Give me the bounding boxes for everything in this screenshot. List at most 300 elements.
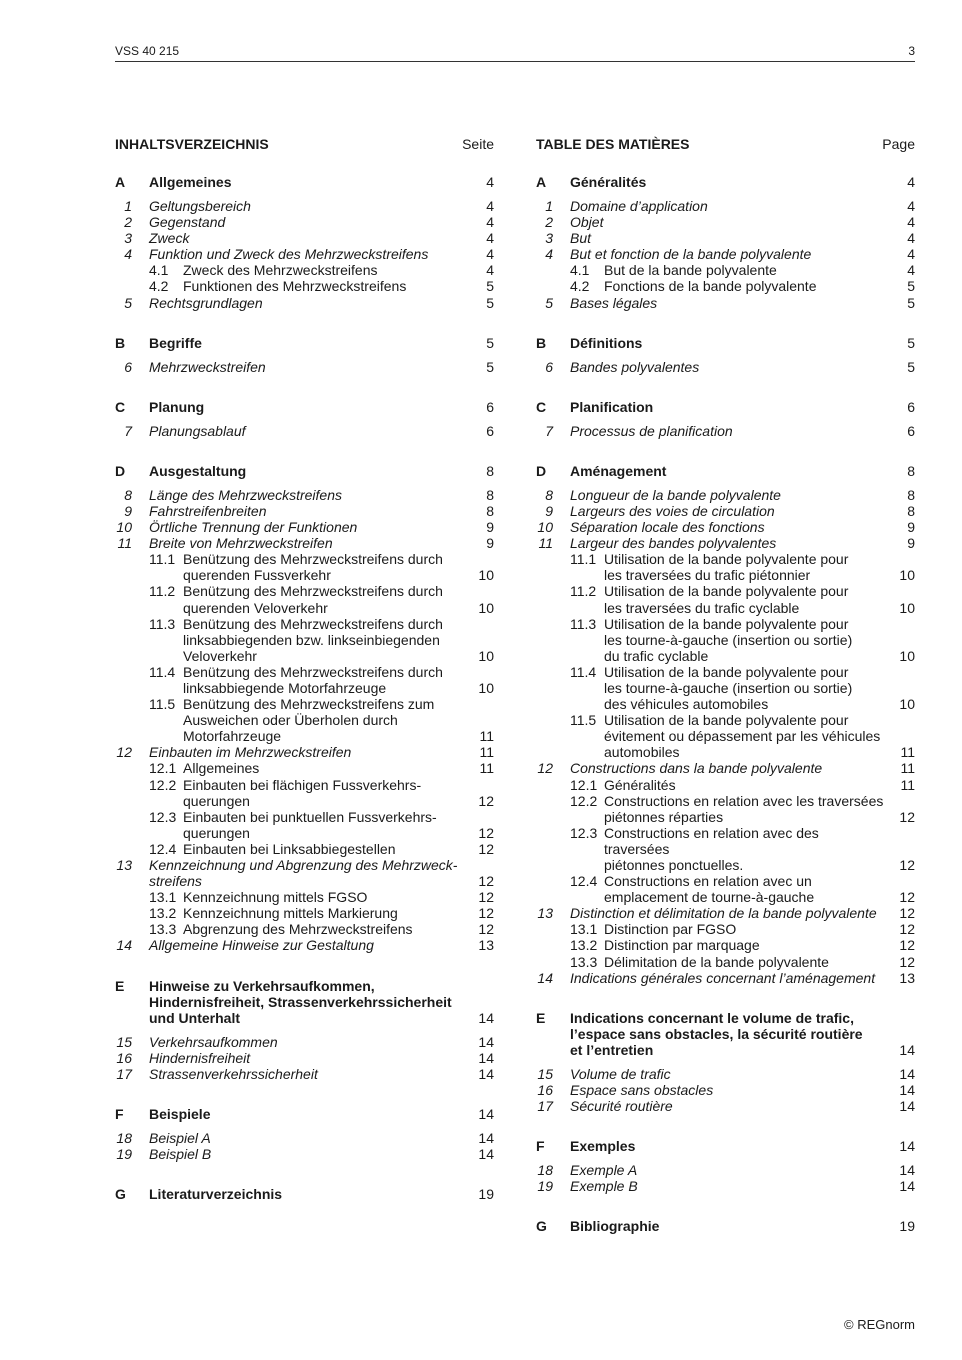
entry-number: 13 (116, 857, 132, 873)
entry-spacer (132, 359, 149, 375)
toc-french-body (536, 174, 915, 1234)
toc-section-a (115, 174, 494, 311)
toc-section-f (536, 1138, 915, 1194)
section-heading (536, 1218, 915, 1234)
entry-page: 5 (907, 358, 915, 375)
toc-section-b (115, 335, 494, 375)
entry-page: 4 (486, 214, 494, 231)
entry-number: 19 (537, 1178, 553, 1195)
entry-page: 14 (478, 1049, 494, 1066)
subentry-title: Einbauten bei punktuellen Fussverkehrs- querungen (183, 808, 437, 841)
toc-subentry (536, 583, 915, 615)
subentry-page: 11 (479, 728, 494, 745)
entry-page: 4 (486, 230, 494, 247)
toc-entry (115, 1066, 494, 1082)
toc-subentry (115, 841, 494, 857)
entry-spacer (553, 1178, 570, 1194)
toc-german-heading (115, 134, 494, 154)
section-title: Beispiele (149, 1105, 211, 1122)
entry-page: 5 (907, 294, 915, 311)
entry-spacer (553, 970, 570, 986)
subentry-page: 12 (899, 937, 915, 954)
section-page: 6 (486, 398, 494, 415)
entry-spacer (132, 519, 149, 535)
toc-entry (536, 1162, 915, 1178)
section-letter: F (536, 1138, 545, 1155)
section-heading (536, 1010, 915, 1058)
entry-spacer (553, 295, 570, 311)
section-heading (115, 174, 494, 190)
entry-title: Rechtsgrundlagen (149, 294, 263, 311)
section-page: 6 (907, 398, 915, 415)
subentry-page: 11 (900, 776, 915, 793)
entry-number: 1 (124, 198, 132, 214)
toc-subentry (115, 616, 494, 664)
toc-section-d (115, 463, 494, 954)
subentry-indent (115, 760, 149, 776)
subentry-page: 5 (486, 278, 494, 295)
toc-entry (536, 487, 915, 503)
subentry-page: 10 (478, 647, 494, 664)
entry-spacer (553, 214, 570, 230)
entry-spacer (553, 1082, 570, 1098)
entry-spacer (553, 519, 570, 535)
subentry-title: Allgemeines (183, 760, 260, 777)
section-title: Généralités (570, 174, 647, 190)
subentry-page: 10 (899, 599, 915, 616)
subentry-title: Benützung des Mehrzweckstreifens durch linksabbiegenden bzw. linkseinbiegenden Veloverkehr (183, 615, 443, 664)
toc-german (115, 134, 494, 1226)
document-id: VSS 40 215 (115, 44, 180, 58)
section-letter: D (536, 462, 547, 479)
toc-entry (536, 423, 915, 439)
subentry-page: 12 (899, 857, 915, 873)
entry-title: Domaine d’application (570, 198, 708, 214)
subentry-indent (536, 937, 570, 953)
entry-number: 5 (545, 294, 553, 311)
entry-page: 14 (478, 1033, 494, 1050)
entry-page: 14 (478, 1145, 494, 1162)
toc-subentry (536, 664, 915, 712)
section-title: Bibliographie (570, 1218, 660, 1235)
entry-number: 11 (117, 535, 132, 552)
entry-page: 4 (486, 246, 494, 263)
subentry-page: 12 (899, 889, 915, 906)
subentry-number: 12.2 (570, 792, 598, 809)
entry-page: 4 (486, 198, 494, 214)
subentry-number: 11.4 (149, 663, 176, 680)
subentry-indent (115, 696, 149, 744)
section-letter: B (115, 334, 126, 351)
section-page: 4 (486, 174, 494, 190)
toc-subentry (115, 809, 494, 841)
toc-entry (536, 519, 915, 535)
entry-title: Örtliche Trennung der Funktionen (149, 519, 358, 536)
entry-page: 4 (907, 246, 915, 263)
entry-title: Bases légales (570, 294, 658, 311)
entry-spacer (132, 1066, 149, 1082)
toc-entry (115, 230, 494, 246)
section-letter: F (115, 1105, 124, 1122)
toc-entry (115, 503, 494, 519)
entry-page: 8 (907, 486, 915, 503)
entry-title: Beispiel B (149, 1145, 212, 1162)
subentry-number: 12.3 (570, 824, 598, 841)
subentry-title: Délimitation de la bande polyvalente (604, 953, 829, 970)
section-heading (115, 399, 494, 415)
entry-page: 14 (478, 1129, 494, 1146)
entry-spacer (553, 487, 570, 503)
toc-section-a (536, 174, 915, 311)
section-letter: C (115, 398, 126, 415)
toc-entry (115, 519, 494, 535)
entry-number: 10 (537, 519, 553, 536)
section-letter: B (536, 334, 547, 351)
section-letter: G (115, 1186, 126, 1203)
entry-title: Sécurité routière (570, 1097, 673, 1114)
entry-spacer (132, 198, 149, 214)
subentry-title: Benützung des Mehrzweckstreifens zum Ausweichen oder Überholen durch Motorfahrzeuge (183, 696, 435, 745)
section-page: 8 (486, 462, 494, 479)
toc-subentry (536, 937, 915, 953)
section-heading (115, 978, 494, 1026)
toc-german-body (115, 174, 494, 1202)
subentry-number: 13.2 (570, 937, 598, 954)
subentry-title: Abgrenzung des Mehrzweckstreifens (183, 921, 413, 938)
section-page: 19 (478, 1186, 494, 1203)
subentry-indent (115, 905, 149, 921)
toc-subentry (536, 551, 915, 583)
subentry-indent (536, 664, 570, 712)
subentry-title: Utilisation de la bande polyvalente pour les traversées du trafic piétonnier (604, 551, 849, 584)
subentry-number: 11.2 (570, 583, 597, 600)
entry-title: Longueur de la bande polyvalente (570, 486, 781, 503)
entry-title: Verkehrsaufkommen (149, 1033, 278, 1050)
section-page: 5 (907, 334, 915, 351)
entry-page: 8 (486, 486, 494, 503)
toc-subentry (115, 760, 494, 776)
entry-title: Largeur des bandes polyvalentes (570, 535, 777, 552)
subentry-indent (115, 921, 149, 937)
entry-title: Séparation locale des fonctions (570, 519, 765, 536)
subentry-page: 11 (900, 744, 915, 761)
subentry-page: 12 (478, 921, 494, 938)
entry-spacer (132, 1130, 149, 1146)
subentry-number: 11.3 (570, 615, 597, 632)
entry-number: 12 (537, 760, 553, 777)
section-heading (536, 335, 915, 351)
entry-title: Exemple A (570, 1162, 638, 1179)
toc-entry (536, 1066, 915, 1082)
subentry-number: 12.1 (570, 776, 598, 793)
entry-page: 11 (900, 760, 915, 777)
entry-spacer (132, 1034, 149, 1050)
entry-title: Distinction et délimitation de la bande polyvalente (570, 905, 877, 922)
subentry-title: But de la bande polyvalente (604, 262, 777, 279)
toc-entry (115, 1130, 494, 1146)
toc-entry (115, 198, 494, 214)
section-letter: A (536, 174, 547, 190)
entry-title: Constructions dans la bande polyvalente (570, 760, 823, 777)
page-number: 3 (908, 44, 915, 58)
entry-number: 4 (545, 246, 553, 263)
subentry-number: 4.1 (570, 262, 590, 279)
subentry-page: 12 (478, 792, 494, 809)
entry-spacer (132, 246, 149, 262)
entry-spacer (132, 1050, 149, 1066)
toc-french-title: TABLE DES MATIÈRES (536, 136, 690, 152)
subentry-page: 12 (899, 808, 915, 825)
section-heading (536, 174, 915, 190)
entry-spacer (553, 535, 570, 551)
toc-section-c (115, 399, 494, 439)
toc-section-d (536, 463, 915, 986)
entry-number: 3 (124, 230, 132, 247)
toc-entry (536, 1082, 915, 1098)
subentry-title: Fonctions de la bande polyvalente (604, 278, 817, 295)
entry-spacer (132, 230, 149, 246)
toc-entry (115, 1050, 494, 1066)
subentry-number: 12.1 (149, 760, 177, 777)
subentry-title: Utilisation de la bande polyvalente pour les traversées du trafic cyclable (604, 583, 849, 616)
section-letter: C (536, 398, 547, 415)
subentry-number: 12.2 (149, 776, 177, 793)
section-title: Exemples (570, 1138, 636, 1155)
entry-page: 6 (907, 422, 915, 439)
entry-number: 15 (116, 1033, 132, 1050)
section-page: 4 (907, 174, 915, 190)
toc-subentry (115, 889, 494, 905)
section-page: 14 (478, 1105, 494, 1122)
entry-title: Processus de planification (570, 422, 733, 439)
subentry-title: Einbauten bei flächigen Fussverkehrs- querungen (183, 776, 422, 809)
toc-subentry (536, 262, 915, 278)
toc-section-g (536, 1218, 915, 1234)
subentry-indent (115, 841, 149, 857)
section-title: Allgemeines (149, 174, 232, 190)
entry-page: 14 (478, 1065, 494, 1082)
entry-page: 9 (486, 535, 494, 552)
toc-entry (536, 760, 915, 776)
entry-number: 2 (545, 214, 553, 231)
toc-subentry (115, 583, 494, 615)
entry-title: Länge des Mehrzweckstreifens (149, 486, 342, 503)
subentry-page: 12 (478, 840, 494, 857)
entry-title: Mehrzweckstreifen (149, 358, 266, 375)
subentry-indent (536, 825, 570, 873)
subentry-number: 13.3 (570, 953, 598, 970)
subentry-page: 4 (486, 262, 494, 279)
section-heading (536, 1138, 915, 1154)
entry-spacer (132, 744, 149, 760)
entry-number: 12 (116, 744, 132, 761)
entry-spacer (132, 295, 149, 311)
entry-page: 8 (486, 502, 494, 519)
entry-title: Bandes polyvalentes (570, 358, 700, 375)
subentry-indent (536, 873, 570, 905)
toc-section-e (536, 1010, 915, 1114)
toc-subentry (536, 921, 915, 937)
entry-number: 9 (124, 502, 132, 519)
subentry-indent (115, 262, 149, 278)
section-page: 5 (486, 334, 494, 351)
toc-section-e (115, 978, 494, 1082)
entry-page: 9 (486, 519, 494, 536)
entry-number: 8 (545, 486, 553, 503)
entry-number: 8 (124, 486, 132, 503)
entry-title: Indications générales concernant l’aménagement (570, 969, 876, 986)
toc-subentry (536, 777, 915, 793)
toc-german-title: INHALTSVERZEICHNIS (115, 136, 269, 152)
entry-title: Zweck (149, 230, 190, 247)
subentry-indent (115, 777, 149, 809)
section-title: Literaturverzeichnis (149, 1186, 283, 1203)
subentry-title: Généralités (604, 776, 676, 793)
toc-entry (536, 905, 915, 921)
subentry-number: 13.1 (570, 921, 598, 938)
entry-number: 4 (124, 246, 132, 263)
entry-spacer (132, 937, 149, 953)
entry-spacer (132, 535, 149, 551)
toc-subentry (115, 696, 494, 744)
subentry-number: 4.1 (149, 262, 169, 279)
section-page: 19 (899, 1218, 915, 1235)
entry-number: 13 (537, 905, 553, 922)
subentry-number: 12.4 (570, 873, 598, 890)
toc-section-f (115, 1106, 494, 1162)
subentry-indent (536, 583, 570, 615)
subentry-number: 11.3 (149, 615, 176, 632)
entry-spacer (553, 1162, 570, 1178)
toc-section-b (536, 335, 915, 375)
subentry-number: 11.5 (570, 712, 597, 729)
toc-subentry (115, 551, 494, 583)
toc-entry (115, 937, 494, 953)
toc-entry (536, 970, 915, 986)
entry-spacer (553, 1066, 570, 1082)
entry-title: Largeurs des voies de circulation (570, 502, 775, 519)
section-letter: A (115, 174, 126, 190)
entry-spacer (553, 423, 570, 439)
entry-page: 14 (899, 1097, 915, 1114)
entry-page: 4 (907, 214, 915, 231)
toc-entry (536, 214, 915, 230)
section-heading (115, 463, 494, 479)
section-title: Ausgestaltung (149, 462, 247, 479)
subentry-number: 11.5 (149, 696, 176, 713)
entry-title: Strassenverkehrssicherheit (149, 1065, 318, 1082)
entry-number: 6 (545, 358, 553, 375)
entry-number: 14 (116, 937, 132, 954)
toc-entry (115, 487, 494, 503)
subentry-page: 5 (907, 278, 915, 295)
subentry-title: Benützung des Mehrzweckstreifens durch linksabbiegende Motorfahrzeuge (183, 663, 443, 696)
toc-section-c (536, 399, 915, 439)
section-title: Planification (570, 398, 654, 415)
subentry-indent (536, 921, 570, 937)
entry-page: 9 (907, 535, 915, 552)
section-heading (115, 1186, 494, 1202)
entry-number: 7 (545, 422, 553, 439)
toc-subentry (115, 777, 494, 809)
subentry-page: 10 (899, 647, 915, 664)
toc-subentry (115, 905, 494, 921)
entry-spacer (553, 905, 570, 921)
entry-number: 18 (537, 1162, 553, 1179)
subentry-number: 13.1 (149, 889, 177, 906)
subentry-indent (536, 793, 570, 825)
subentry-page: 12 (899, 953, 915, 970)
section-letter: D (115, 462, 126, 479)
section-heading (536, 399, 915, 415)
toc-german-page-label: Seite (462, 136, 494, 152)
entry-number: 9 (545, 502, 553, 519)
entry-spacer (132, 423, 149, 439)
subentry-number: 12.4 (149, 840, 177, 857)
entry-number: 19 (116, 1145, 132, 1162)
subentry-title: Benützung des Mehrzweckstreifens durch querenden Fussverkehr (183, 551, 443, 584)
copyright-notice: © REGnorm (844, 1317, 915, 1332)
entry-spacer (132, 503, 149, 519)
section-title: Définitions (570, 334, 643, 351)
subentry-page: 10 (478, 599, 494, 616)
entry-number: 17 (116, 1065, 132, 1082)
subentry-page: 12 (478, 905, 494, 922)
subentry-title: Constructions en relation avec un emplacement de tourne-à-gauche (604, 873, 815, 906)
subentry-indent (115, 278, 149, 294)
entry-spacer (553, 503, 570, 519)
toc-entry (536, 1178, 915, 1194)
toc-entry (536, 230, 915, 246)
entry-page: 4 (907, 230, 915, 247)
entry-number: 2 (124, 214, 132, 231)
entry-title: Hindernisfreiheit (149, 1049, 251, 1066)
subentry-page: 12 (899, 921, 915, 938)
toc-entry (115, 359, 494, 375)
subentry-number: 13.2 (149, 905, 177, 922)
subentry-title: Distinction par marquage (604, 937, 760, 954)
toc-entry (536, 295, 915, 311)
subentry-indent (536, 954, 570, 970)
subentry-page: 11 (479, 760, 494, 777)
entry-number: 14 (537, 969, 553, 986)
entry-page: 14 (899, 1081, 915, 1098)
subentry-title: Benützung des Mehrzweckstreifens durch querenden Veloverkehr (183, 583, 443, 616)
section-page: 8 (907, 462, 915, 479)
toc-subentry (536, 825, 915, 873)
entry-page: 14 (899, 1178, 915, 1195)
toc-subentry (115, 664, 494, 696)
subentry-title: Distinction par FGSO (604, 921, 737, 938)
subentry-title: Utilisation de la bande polyvalente pour les tourne-à-gauche (insertion ou sortie) du trafic cyclable (604, 615, 853, 664)
subentry-number: 11.1 (149, 551, 176, 568)
entry-title: Espace sans obstacles (570, 1081, 714, 1098)
subentry-number: 4.2 (570, 278, 590, 295)
subentry-indent (536, 278, 570, 294)
entry-number: 15 (537, 1065, 553, 1082)
subentry-page: 10 (899, 696, 915, 713)
entry-page: 5 (486, 358, 494, 375)
section-page: 14 (899, 1041, 915, 1058)
entry-page: 6 (486, 422, 494, 439)
entry-spacer (553, 760, 570, 776)
toc-subentry (536, 954, 915, 970)
subentry-indent (536, 262, 570, 278)
entry-page: 14 (899, 1162, 915, 1179)
subentry-title: Einbauten bei Linksabbiegestellen (183, 840, 396, 857)
entry-title: Volume de trafic (570, 1065, 671, 1082)
subentry-page: 10 (478, 679, 494, 696)
